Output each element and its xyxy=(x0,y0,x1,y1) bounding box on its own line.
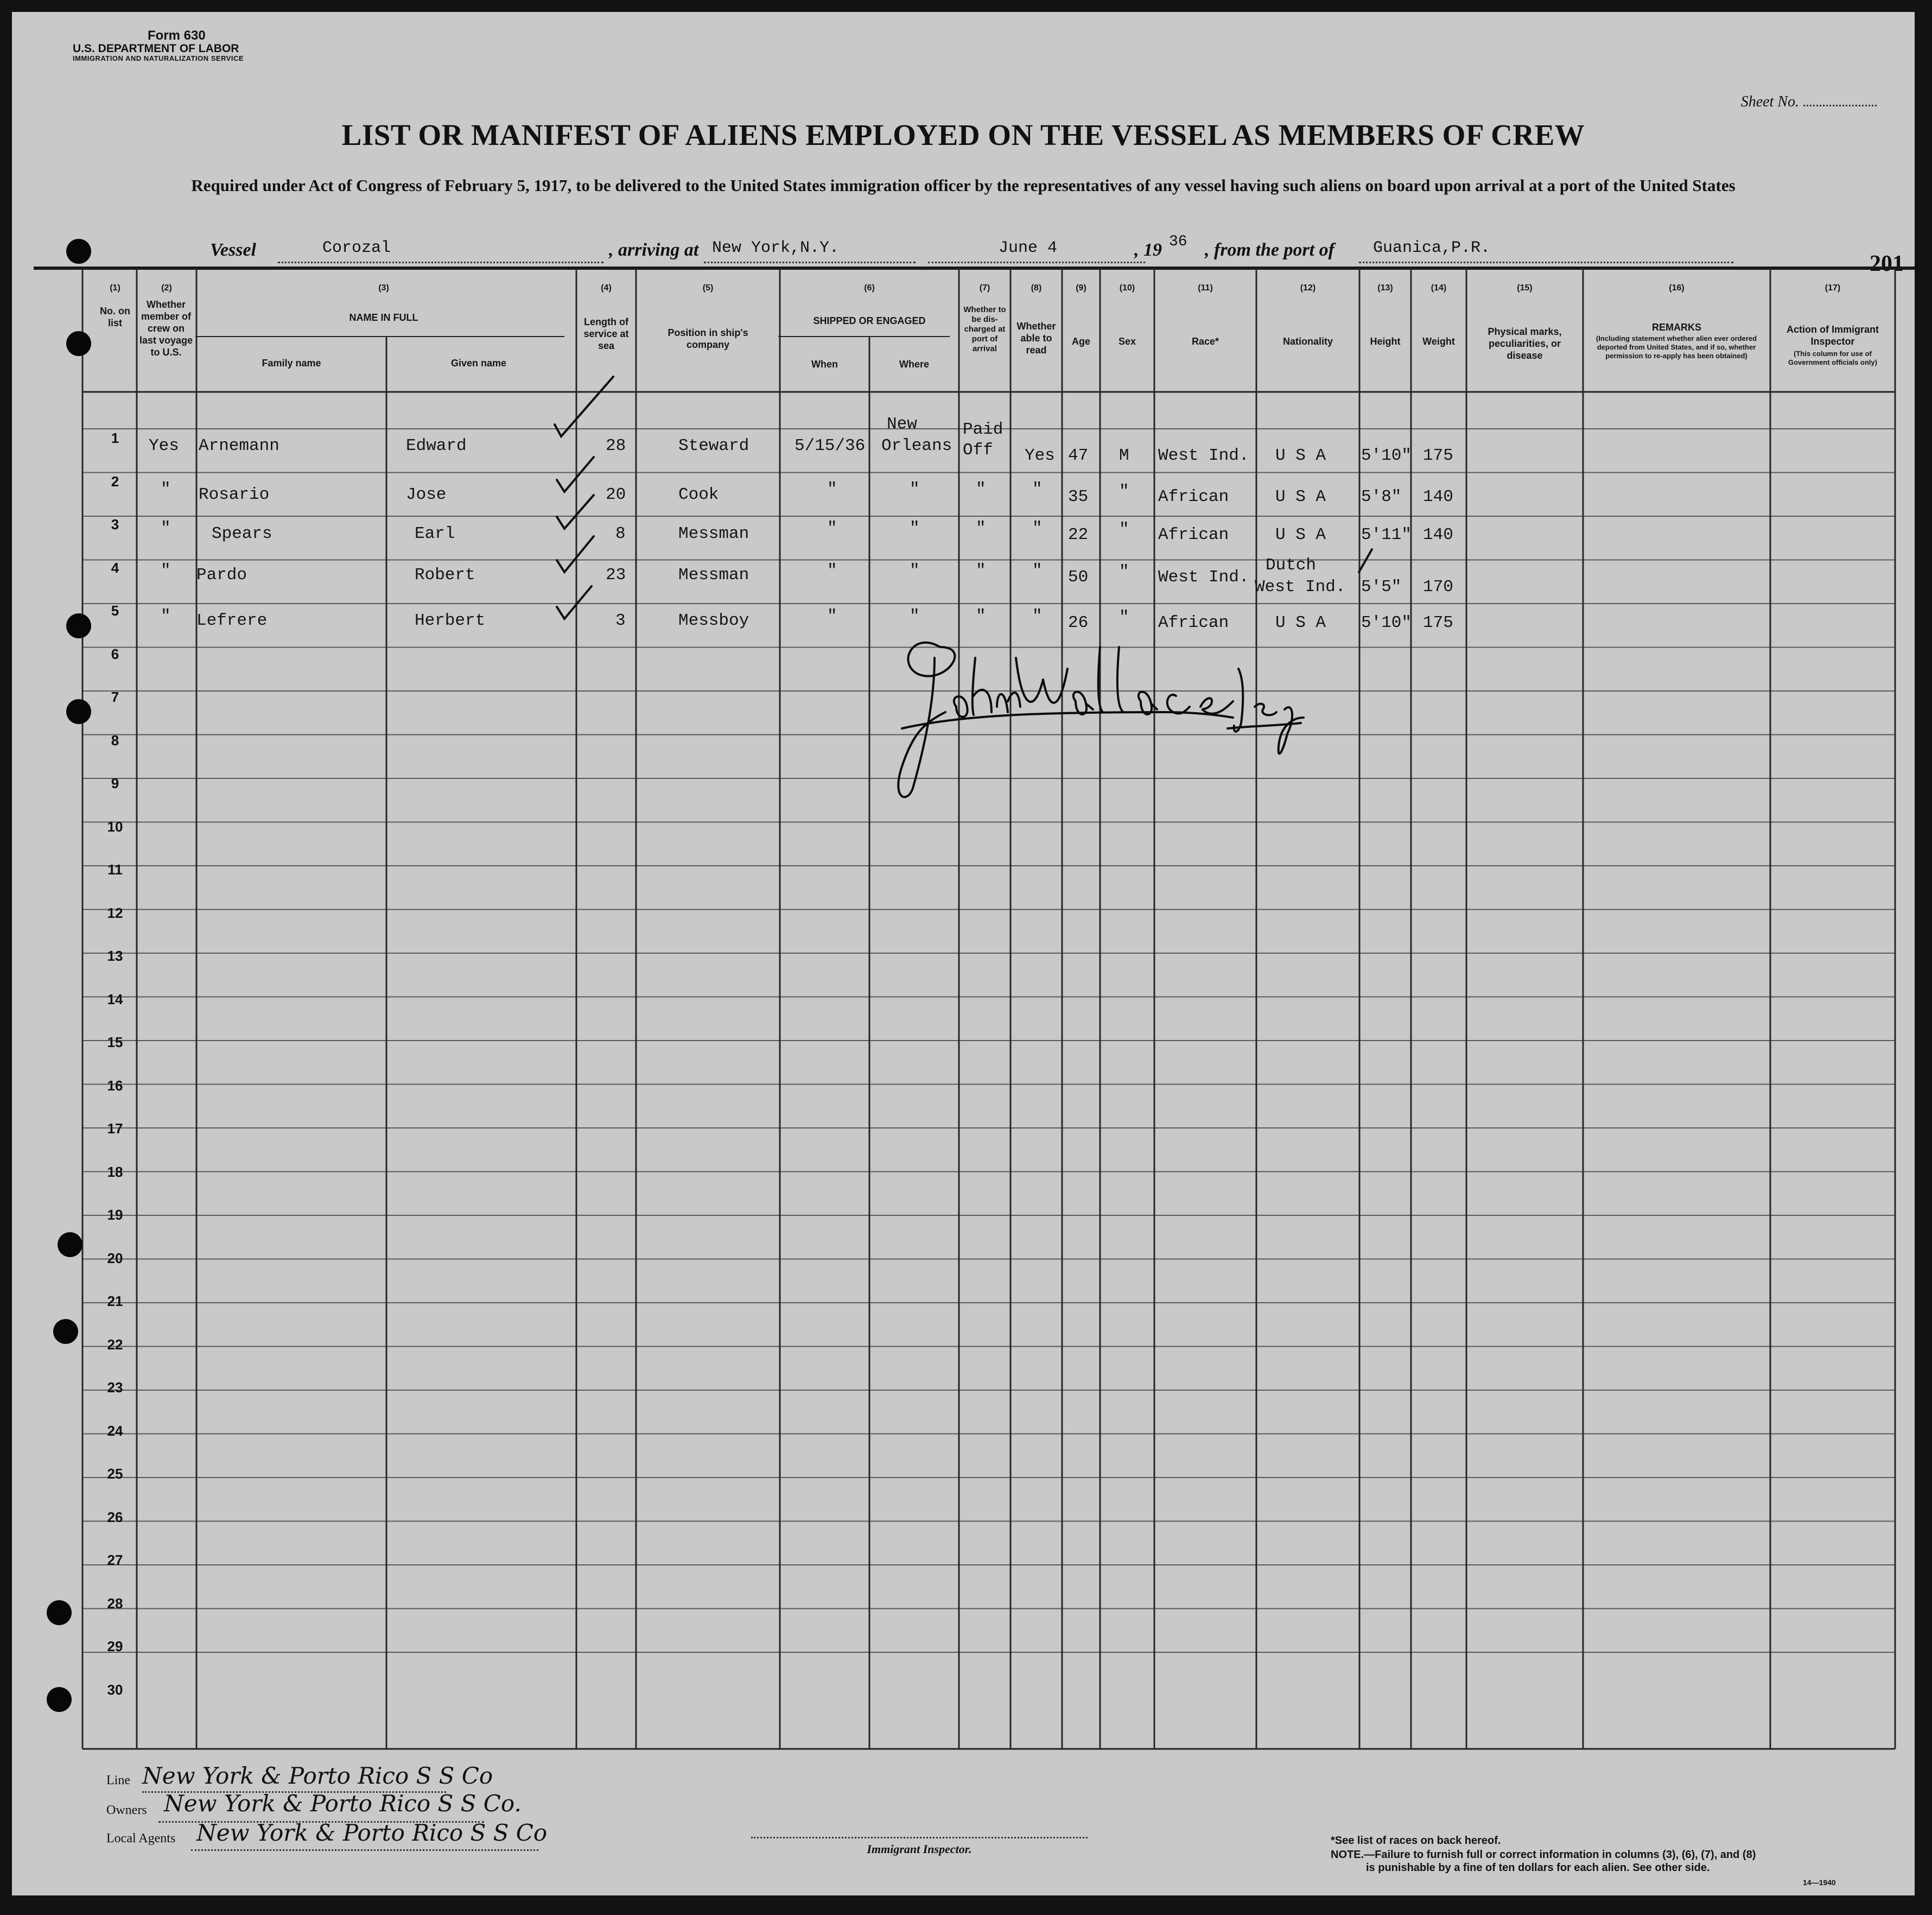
row4-race[interactable]: West Ind. xyxy=(1158,568,1249,587)
col3-family-header: Family name xyxy=(262,358,321,369)
binder-hole xyxy=(66,699,91,724)
col13-header: Height xyxy=(1370,336,1401,347)
row-number: 28 xyxy=(107,1595,123,1612)
col9-number: (9) xyxy=(1076,283,1086,293)
col17-subheader: (This column for use of Government officials only) xyxy=(1788,350,1877,366)
col17-number: (17) xyxy=(1825,283,1841,293)
row5-sex[interactable]: " xyxy=(1119,608,1129,627)
row4-nationality-line1[interactable]: Dutch xyxy=(1266,556,1317,575)
row1-family-name[interactable]: Arnemann xyxy=(199,436,279,455)
col17-header: Action of Immigrant Inspector xyxy=(1787,324,1879,347)
row-number: 17 xyxy=(107,1120,123,1137)
inspector-signature-line[interactable] xyxy=(751,1837,1088,1838)
row1-nationality[interactable]: U S A xyxy=(1275,446,1326,465)
row2-discharged[interactable]: " xyxy=(976,480,986,499)
row-number: 9 xyxy=(111,775,119,791)
arriving-value[interactable]: New York,N.Y. xyxy=(712,239,840,257)
col7-header: Whether to be dis-charged at port of arrival xyxy=(963,305,1006,353)
row4-where[interactable]: " xyxy=(910,561,920,580)
row-number: 13 xyxy=(107,948,123,964)
row1-when[interactable]: 5/15/36 xyxy=(795,436,866,455)
row3-nationality[interactable]: U S A xyxy=(1275,525,1326,544)
row1-age[interactable]: 47 xyxy=(1068,446,1089,465)
page-subtitle: Required under Act of Congress of February 5, 1917, to be delivered to the United States immigration officer by the representatives of any vessel having such aliens on board upon arrival at a port of the United States xyxy=(191,176,1736,195)
row5-last-voyage[interactable]: " xyxy=(161,607,171,626)
check-mark-icon xyxy=(557,536,594,572)
local-agents-label: Local Agents xyxy=(106,1831,176,1846)
row-number: 23 xyxy=(107,1379,123,1396)
binder-hole xyxy=(66,613,91,638)
row2-position[interactable]: Cook xyxy=(678,485,719,504)
row3-height[interactable]: 5'11" xyxy=(1361,525,1412,544)
binder-hole xyxy=(66,331,91,356)
col1-header: No. on list xyxy=(100,306,130,328)
row-number: 4 xyxy=(111,559,119,576)
row-number: 30 xyxy=(107,1681,123,1698)
col8-number: (8) xyxy=(1031,283,1042,293)
sheet-number-label: Sheet No. xyxy=(1740,93,1799,110)
owners-label: Owners xyxy=(106,1803,147,1817)
check-mark-icon xyxy=(557,495,594,529)
row4-when[interactable]: " xyxy=(827,561,837,580)
row-number: 15 xyxy=(107,1034,123,1050)
row4-last-voyage[interactable]: " xyxy=(161,561,171,580)
col4-header: Length of service at sea xyxy=(583,316,629,351)
row1-race[interactable]: West Ind. xyxy=(1158,446,1249,465)
line-label: Line xyxy=(106,1773,130,1787)
row4-sex[interactable]: " xyxy=(1119,562,1129,581)
col12-number: (12) xyxy=(1300,283,1316,293)
col15-number: (15) xyxy=(1517,283,1533,293)
check-mark-icon xyxy=(557,586,592,619)
row3-last-voyage[interactable]: " xyxy=(161,519,171,538)
row-number: 11 xyxy=(107,861,123,878)
col5-header: Position in ship's company xyxy=(668,327,748,350)
row1-sex[interactable]: M xyxy=(1119,446,1129,465)
row1-last-voyage[interactable]: Yes xyxy=(149,436,179,455)
col6-number: (6) xyxy=(864,283,875,293)
row3-age[interactable]: 22 xyxy=(1068,525,1089,544)
local-agents-value[interactable]: New York & Porto Rico S S Co xyxy=(196,1819,548,1846)
row3-read[interactable]: " xyxy=(1032,519,1043,538)
row-number: 14 xyxy=(107,991,123,1007)
col6-when-header: When xyxy=(811,359,838,370)
row4-given-name[interactable]: Robert xyxy=(415,566,475,585)
col16-subheader: (Including statement whether alien ever ordered deported from United States, and if so, whether permission to re-apply has been obtained) xyxy=(1596,334,1757,360)
row5-given-name[interactable]: Herbert xyxy=(415,611,486,630)
col16-number: (16) xyxy=(1669,283,1685,293)
row3-weight[interactable]: 140 xyxy=(1423,525,1453,544)
row2-race[interactable]: African xyxy=(1158,487,1229,506)
row3-when[interactable]: " xyxy=(827,519,837,538)
col2-header: Whether member of crew on last voyage to U.S. xyxy=(139,299,193,358)
row-number: 26 xyxy=(107,1508,123,1525)
print-code: 14—1940 xyxy=(1803,1878,1836,1887)
col7-number: (7) xyxy=(979,283,990,293)
col1-number: (1) xyxy=(110,283,120,293)
binder-hole xyxy=(47,1687,72,1712)
binder-hole xyxy=(53,1319,78,1344)
row1-given-name[interactable]: Edward xyxy=(406,436,467,455)
col5-number: (5) xyxy=(702,283,714,293)
binder-hole xyxy=(66,239,91,264)
row-number: 12 xyxy=(107,904,123,921)
col3-header: NAME IN FULL xyxy=(349,312,418,323)
inspector-signature xyxy=(880,625,1314,810)
from-port-value[interactable]: Guanica,P.R. xyxy=(1373,239,1491,257)
row4-height[interactable]: 5'5" xyxy=(1361,578,1402,597)
row2-weight[interactable]: 140 xyxy=(1423,487,1453,506)
inspector-label: Immigrant Inspector. xyxy=(867,1842,972,1856)
row-number: 24 xyxy=(107,1422,123,1439)
row5-position[interactable]: Messboy xyxy=(678,611,749,630)
row5-race[interactable]: African xyxy=(1158,613,1229,632)
row3-service[interactable]: 8 xyxy=(615,524,626,543)
row2-sex[interactable]: " xyxy=(1119,482,1129,501)
row1-position[interactable]: Steward xyxy=(678,436,749,455)
row5-nationality[interactable]: U S A xyxy=(1275,613,1326,632)
row2-nationality[interactable]: U S A xyxy=(1275,487,1326,506)
col6-header: SHIPPED OR ENGAGED xyxy=(813,315,926,326)
row1-service[interactable]: 28 xyxy=(606,436,626,455)
row3-sex[interactable]: " xyxy=(1119,520,1129,539)
form-number: Form 630 xyxy=(148,28,206,43)
department-name: U.S. DEPARTMENT OF LABOR xyxy=(73,42,239,55)
row2-read[interactable]: " xyxy=(1032,480,1043,499)
row3-family-name[interactable]: Spears xyxy=(212,524,272,543)
arriving-label: , arriving at xyxy=(609,240,699,260)
row-number: 7 xyxy=(111,689,119,705)
row4-discharged[interactable]: " xyxy=(976,561,986,580)
check-mark-icon xyxy=(1359,549,1372,572)
row4-nationality-line2[interactable]: West Ind. xyxy=(1255,578,1346,597)
row5-weight[interactable]: 175 xyxy=(1423,613,1453,632)
col15-header: Physical marks, peculiarities, or disease xyxy=(1488,326,1562,361)
row2-height[interactable]: 5'8" xyxy=(1361,487,1402,506)
row-number: 1 xyxy=(111,430,119,446)
row1-where-line1[interactable]: New xyxy=(887,415,917,434)
col3-number: (3) xyxy=(378,283,389,293)
owners-value[interactable]: New York & Porto Rico S S Co. xyxy=(164,1790,522,1817)
col14-header: Weight xyxy=(1422,336,1455,347)
page-title: LIST OR MANIFEST OF ALIENS EMPLOYED ON THE VESSEL AS MEMBERS OF CREW xyxy=(341,118,1585,151)
col13-number: (13) xyxy=(1377,283,1393,293)
row2-given-name[interactable]: Jose xyxy=(406,485,447,504)
col8-header: Whether able to read xyxy=(1016,321,1056,356)
year-label: , 19 xyxy=(1134,240,1162,260)
row4-position[interactable]: Messman xyxy=(678,566,749,585)
col16-header: REMARKS xyxy=(1651,322,1701,333)
row3-given-name[interactable]: Earl xyxy=(415,524,455,543)
manifest-sheet xyxy=(12,12,1915,1895)
row5-height[interactable]: 5'10" xyxy=(1361,613,1412,632)
row5-age[interactable]: 26 xyxy=(1068,613,1089,632)
row-number: 10 xyxy=(107,818,123,835)
row1-discharged-line1[interactable]: Paid xyxy=(963,420,1003,439)
row-number: 18 xyxy=(107,1163,123,1180)
row5-where[interactable]: " xyxy=(910,607,920,626)
from-port-label: , from the port of xyxy=(1205,240,1334,260)
row4-age[interactable]: 50 xyxy=(1068,568,1089,587)
row1-height[interactable]: 5'10" xyxy=(1361,446,1412,465)
row-number: 2 xyxy=(111,473,119,490)
date-value[interactable]: June 4 xyxy=(999,239,1058,257)
col12-header: Nationality xyxy=(1282,336,1333,347)
row5-family-name[interactable]: Lefrere xyxy=(196,611,268,630)
row-number: 22 xyxy=(107,1336,123,1353)
row3-where[interactable]: " xyxy=(910,519,920,538)
row-number: 29 xyxy=(107,1638,123,1654)
row-number: 27 xyxy=(107,1552,123,1568)
row-number: 3 xyxy=(111,516,119,532)
row5-read[interactable]: " xyxy=(1032,607,1043,626)
col4-number: (4) xyxy=(601,283,612,293)
service-name: IMMIGRATION AND NATURALIZATION SERVICE xyxy=(73,54,244,62)
binder-hole xyxy=(47,1600,72,1625)
penalty-note-line1: NOTE.—Failure to furnish full or correct information in columns (3), (6), (7), and (8) xyxy=(1331,1849,1756,1861)
row5-discharged[interactable]: " xyxy=(976,607,986,626)
check-mark-icon xyxy=(555,377,613,436)
year-value[interactable]: 36 xyxy=(1169,233,1187,250)
row4-family-name[interactable]: Pardo xyxy=(196,566,247,585)
document-number: 201 xyxy=(1870,251,1904,276)
row-number: 8 xyxy=(111,732,119,749)
row3-position[interactable]: Messman xyxy=(678,524,749,543)
row5-service[interactable]: 3 xyxy=(615,611,626,630)
check-marks xyxy=(12,12,1915,1895)
local-agents-underline xyxy=(191,1849,538,1851)
vessel-label: Vessel xyxy=(210,240,256,260)
races-note: *See list of races on back hereof. xyxy=(1331,1835,1501,1847)
col2-number: (2) xyxy=(161,283,172,293)
col11-number: (11) xyxy=(1198,283,1213,293)
col6-where-header: Where xyxy=(899,359,929,370)
row1-read[interactable]: Yes xyxy=(1025,446,1055,465)
row2-family-name[interactable]: Rosario xyxy=(199,485,270,504)
line-value[interactable]: New York & Porto Rico S S Co xyxy=(142,1762,493,1789)
col11-header: Race* xyxy=(1191,336,1219,347)
row2-service[interactable]: 20 xyxy=(606,485,626,504)
row4-read[interactable]: " xyxy=(1032,561,1043,580)
row5-when[interactable]: " xyxy=(827,607,837,626)
row3-race[interactable]: African xyxy=(1158,525,1229,544)
col9-header: Age xyxy=(1071,336,1090,347)
col14-number: (14) xyxy=(1431,283,1447,293)
row1-discharged-line2[interactable]: Off xyxy=(963,441,993,460)
row2-last-voyage[interactable]: " xyxy=(161,480,171,499)
col3-given-header: Given name xyxy=(450,358,507,369)
penalty-note-line2: is punishable by a fine of ten dollars for each alien. See other side. xyxy=(1366,1862,1710,1874)
col10-number: (10) xyxy=(1119,283,1135,293)
row-number: 20 xyxy=(107,1250,123,1266)
binder-hole xyxy=(58,1232,82,1257)
vessel-value[interactable]: Corozal xyxy=(322,239,391,257)
check-mark-icon xyxy=(557,457,594,492)
col10-header: Sex xyxy=(1118,336,1136,347)
row-number: 21 xyxy=(107,1293,123,1309)
row-number: 16 xyxy=(107,1077,123,1094)
row3-discharged[interactable]: " xyxy=(976,519,986,538)
row2-age[interactable]: 35 xyxy=(1068,487,1089,506)
row4-weight[interactable]: 170 xyxy=(1423,578,1453,597)
row2-when[interactable]: " xyxy=(827,480,837,499)
row1-weight[interactable]: 175 xyxy=(1423,446,1453,465)
row-number: 5 xyxy=(111,603,119,619)
row4-service[interactable]: 23 xyxy=(606,566,626,585)
row-number: 6 xyxy=(111,645,119,662)
row2-where[interactable]: " xyxy=(910,480,920,499)
row1-where-line2[interactable]: Orleans xyxy=(881,436,952,455)
row-number: 25 xyxy=(107,1466,123,1482)
row-number: 19 xyxy=(107,1207,123,1223)
